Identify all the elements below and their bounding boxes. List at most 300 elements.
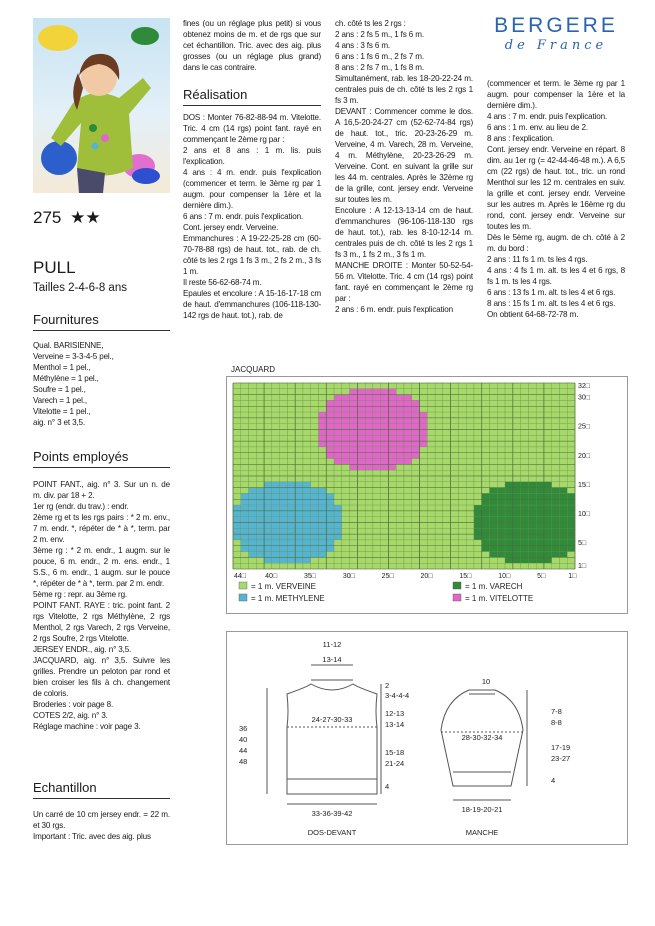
stitch-cell (319, 552, 327, 558)
echantillon-line: Un carré de 10 cm jersey endr. = 22 m. et 30 rgs. (33, 810, 170, 830)
stitch-cell (233, 534, 241, 540)
stitch-cell (474, 389, 482, 395)
stitch-cell (466, 552, 474, 558)
stitch-cell (443, 430, 451, 436)
height-label: 40 (239, 735, 248, 744)
stitch-cell (536, 418, 544, 424)
stitch-cell (427, 505, 435, 511)
stitch-cell (249, 412, 257, 418)
stitch-cell (513, 552, 521, 558)
stitch-cell (474, 482, 482, 488)
stitch-cell (466, 412, 474, 418)
stitch-cell (528, 476, 536, 482)
stitch-cell (404, 435, 412, 441)
stitch-cell (552, 528, 560, 534)
stitch-cell (365, 563, 373, 569)
stitch-cell (357, 505, 365, 511)
stitch-cell (280, 430, 288, 436)
stitch-cell (505, 563, 513, 569)
stitch-cell (381, 493, 389, 499)
stitch-cell (443, 499, 451, 505)
stitch-cell (287, 493, 295, 499)
stitch-cell (272, 552, 280, 558)
stitch-cell (295, 482, 303, 488)
stitch-cell (544, 499, 552, 505)
stitch-cell (241, 447, 249, 453)
stitch-cell (513, 470, 521, 476)
points-list (33, 479, 170, 732)
stitch-cell (280, 563, 288, 569)
stitch-cell (544, 395, 552, 401)
stitch-cell (513, 511, 521, 517)
stitch-cell (466, 418, 474, 424)
stitch-cell (357, 534, 365, 540)
stitch-cell (233, 459, 241, 465)
stitch-cell (241, 540, 249, 546)
stitch-cell (342, 400, 350, 406)
stitch-cell (388, 389, 396, 395)
stitch-cell (357, 476, 365, 482)
difficulty-stars: ★★ (70, 208, 101, 227)
stitch-cell (451, 412, 459, 418)
stitch-cell (272, 400, 280, 406)
stitch-cell (319, 412, 327, 418)
stitch-cell (451, 499, 459, 505)
devant-column (335, 18, 473, 315)
stitch-cell (466, 395, 474, 401)
stitch-cell (388, 557, 396, 563)
stitch-cell (528, 459, 536, 465)
stitch-cell (280, 534, 288, 540)
stitch-cell (319, 482, 327, 488)
stitch-cell (559, 505, 567, 511)
stitch-cell (559, 488, 567, 494)
stitch-cell (451, 447, 459, 453)
stitch-cell (326, 424, 334, 430)
front-caption: DOS-DEVANT (307, 828, 357, 837)
stitch-cell (420, 464, 428, 470)
stitch-cell (536, 517, 544, 523)
stitch-cell (451, 552, 459, 558)
stitch-cell (544, 493, 552, 499)
stitch-cell (357, 395, 365, 401)
stitch-cell (497, 493, 505, 499)
fournitures-heading: Fournitures (33, 312, 99, 327)
stitch-cell (381, 395, 389, 401)
stitch-cell (490, 453, 498, 459)
stitch-cell (458, 430, 466, 436)
stitch-cell (404, 464, 412, 470)
stitch-cell (474, 435, 482, 441)
stitch-cell (513, 505, 521, 511)
stitch-cell (544, 418, 552, 424)
stitch-cell (497, 441, 505, 447)
stitch-cell (326, 540, 334, 546)
stitch-cell (365, 430, 373, 436)
stitch-cell (474, 517, 482, 523)
stitch-cell (350, 517, 358, 523)
stitch-cell (435, 517, 443, 523)
stitch-cell (334, 557, 342, 563)
stitch-cell (272, 389, 280, 395)
stitch-cell (319, 534, 327, 540)
stitch-cell (342, 447, 350, 453)
stitch-cell (443, 534, 451, 540)
stitch-cell (381, 488, 389, 494)
stitch-cell (559, 395, 567, 401)
stitch-cell (241, 453, 249, 459)
stitch-cell (280, 493, 288, 499)
stitch-cell (528, 482, 536, 488)
stitch-cell (357, 464, 365, 470)
legend-swatch (453, 594, 461, 601)
stitch-cell (505, 534, 513, 540)
stitch-cell (544, 482, 552, 488)
stitch-cell (420, 424, 428, 430)
stitch-cell (319, 447, 327, 453)
stitch-cell (357, 400, 365, 406)
stitch-cell (334, 528, 342, 534)
stitch-cell (233, 383, 241, 389)
stitch-cell (303, 470, 311, 476)
stitch-cell (388, 395, 396, 401)
stitch-cell (388, 464, 396, 470)
stitch-cell (521, 557, 529, 563)
stitch-cell (396, 505, 404, 511)
instruction-line: 4 ans : 4 m. endr. puis l'explication (commencer et term. le 3ème rg par 1 augm. pour compenser la 1ère et la dernière dim.). (183, 168, 321, 210)
stitch-cell (482, 488, 490, 494)
stitch-cell (427, 493, 435, 499)
stitch-cell (474, 470, 482, 476)
stitch-cell (350, 476, 358, 482)
stitch-cell (505, 557, 513, 563)
stitch-cell (536, 528, 544, 534)
stitch-cell (381, 528, 389, 534)
stitch-cell (334, 447, 342, 453)
stitch-cell (241, 464, 249, 470)
stitch-cell (295, 552, 303, 558)
stitch-cell (427, 395, 435, 401)
stitch-cell (342, 540, 350, 546)
front-right-label: 2 (385, 681, 390, 690)
stitch-cell (536, 435, 544, 441)
stitch-cell (497, 447, 505, 453)
stitch-cell (311, 488, 319, 494)
stitch-cell (396, 412, 404, 418)
stitch-cell (435, 511, 443, 517)
stitch-cell (295, 453, 303, 459)
stitch-cell (427, 534, 435, 540)
stitch-cell (342, 511, 350, 517)
stitch-cell (513, 459, 521, 465)
stitch-cell (272, 546, 280, 552)
stitch-cell (497, 517, 505, 523)
stitch-cell (521, 453, 529, 459)
y-tick-label: 15□ (578, 481, 591, 489)
instruction-line: On obtient 64-68-72-78 m. (487, 310, 579, 319)
stitch-cell (521, 523, 529, 529)
stitch-cell (528, 383, 536, 389)
stitch-cell (388, 499, 396, 505)
stitch-cell (536, 383, 544, 389)
stitch-cell (466, 546, 474, 552)
stitch-cell (342, 418, 350, 424)
stitch-cell (365, 546, 373, 552)
stitch-cell (295, 540, 303, 546)
stitch-cell (466, 430, 474, 436)
stitch-cell (388, 470, 396, 476)
stitch-cell (388, 546, 396, 552)
stitch-cell (412, 464, 420, 470)
stitch-cell (319, 511, 327, 517)
stitch-cell (521, 412, 529, 418)
stitch-cell (233, 453, 241, 459)
stitch-cell (420, 476, 428, 482)
points-line: Broderies : voir page 8. (33, 700, 114, 709)
stitch-cell (559, 447, 567, 453)
stitch-cell (295, 511, 303, 517)
stitch-cell (350, 418, 358, 424)
stitch-cell (521, 499, 529, 505)
stitch-cell (365, 424, 373, 430)
stitch-cell (256, 430, 264, 436)
stitch-cell (490, 476, 498, 482)
stitch-cell (435, 546, 443, 552)
stitch-cell (373, 488, 381, 494)
stitch-cell (567, 511, 575, 517)
stitch-cell (396, 418, 404, 424)
stitch-cell (544, 453, 552, 459)
stitch-cell (350, 482, 358, 488)
stitch-cell (443, 511, 451, 517)
stitch-cell (303, 464, 311, 470)
stitch-cell (396, 552, 404, 558)
stitch-cell (373, 430, 381, 436)
intro-paragraph: fines (ou un réglage plus petit) si vous obtenez moins de m. et de rgs que sur cet échantillon. Tric. avec des aig. plus grosses (ou un réglage plus grand) dans le cas contraire. (183, 19, 321, 72)
stitch-cell (420, 546, 428, 552)
child-illustration (33, 18, 170, 193)
sleeve-right-label: 23-27 (551, 754, 571, 763)
stitch-cell (241, 459, 249, 465)
stitch-cell (241, 441, 249, 447)
stitch-cell (396, 441, 404, 447)
stitch-cell (272, 534, 280, 540)
stitch-cell (490, 505, 498, 511)
stitch-cell (552, 546, 560, 552)
stitch-cell (404, 400, 412, 406)
x-tick-label: 15□ (459, 573, 472, 580)
stitch-cell (249, 552, 257, 558)
stitch-cell (505, 464, 513, 470)
stitch-cell (451, 540, 459, 546)
x-tick-label: 1□ (568, 573, 577, 580)
stitch-cell (482, 470, 490, 476)
stitch-cell (319, 499, 327, 505)
stitch-cell (256, 546, 264, 552)
stitch-cell (474, 424, 482, 430)
stitch-cell (513, 488, 521, 494)
stitch-cell (326, 552, 334, 558)
stitch-cell (342, 383, 350, 389)
stitch-cell (513, 464, 521, 470)
stitch-cell (319, 505, 327, 511)
stitch-cell (412, 424, 420, 430)
stitch-cell (256, 488, 264, 494)
stitch-cell (396, 424, 404, 430)
stitch-cell (559, 459, 567, 465)
stitch-cell (505, 546, 513, 552)
stitch-cell (567, 482, 575, 488)
stitch-cell (482, 389, 490, 395)
stitch-cell (241, 395, 249, 401)
stitch-cell (482, 546, 490, 552)
stitch-cell (280, 389, 288, 395)
instruction-line: Cont. jersey endr. Verveine. (183, 223, 279, 232)
x-tick-label: 25□ (381, 573, 394, 580)
stitch-cell (435, 534, 443, 540)
stitch-cell (264, 488, 272, 494)
stitch-cell (435, 557, 443, 563)
stitch-cell (552, 552, 560, 558)
stitch-cell (350, 534, 358, 540)
stitch-cell (559, 435, 567, 441)
stitch-cell (521, 383, 529, 389)
stitch-cell (357, 511, 365, 517)
stitch-cell (435, 464, 443, 470)
stitch-cell (365, 389, 373, 395)
y-tick-label: 25□ (578, 423, 591, 431)
stitch-cell (334, 540, 342, 546)
stitch-cell (357, 389, 365, 395)
stitch-cell (319, 400, 327, 406)
stitch-cell (365, 412, 373, 418)
stitch-cell (319, 406, 327, 412)
stitch-cell (505, 493, 513, 499)
stitch-cell (334, 499, 342, 505)
stitch-cell (443, 488, 451, 494)
stitch-cell (482, 459, 490, 465)
pattern-header (33, 208, 101, 228)
stitch-cell (490, 447, 498, 453)
stitch-cell (303, 563, 311, 569)
points-line: 1er rg (endr. du trav.) : endr. (33, 502, 129, 511)
toy-ball-yellow (38, 25, 78, 51)
stitch-cell (311, 552, 319, 558)
stitch-cell (458, 528, 466, 534)
stitch-cell (272, 464, 280, 470)
stitch-cell (311, 418, 319, 424)
instruction-line: 8 ans : 2 fs 7 m., 1 fs 8 m. (335, 63, 424, 72)
stitch-cell (404, 447, 412, 453)
stitch-cell (490, 482, 498, 488)
instruction-line: (commencer et term. le 3ème rg par 1 augm. pour compenser la 1ère et la dernière dim.). (487, 79, 625, 110)
stitch-cell (311, 424, 319, 430)
instruction-line: 6 ans : 13 fs 1 m. alt. ts les 4 et 6 rgs. (487, 288, 616, 297)
stitch-cell (342, 505, 350, 511)
stitch-cell (303, 389, 311, 395)
y-tick-label: 1□ (578, 563, 587, 571)
stitch-cell (334, 534, 342, 540)
stitch-cell (381, 499, 389, 505)
stitch-cell (287, 395, 295, 401)
stitch-cell (513, 534, 521, 540)
stitch-cell (451, 430, 459, 436)
stitch-cell (552, 493, 560, 499)
stitch-cell (326, 546, 334, 552)
stitch-cell (396, 383, 404, 389)
stitch-cell (272, 476, 280, 482)
stitch-cell (249, 430, 257, 436)
stitch-cell (497, 528, 505, 534)
stitch-cell (544, 552, 552, 558)
stitch-cell (559, 424, 567, 430)
stitch-cell (497, 563, 505, 569)
stitch-cell (334, 430, 342, 436)
stitch-cell (521, 511, 529, 517)
stitch-cell (505, 528, 513, 534)
stitch-cell (420, 523, 428, 529)
stitch-cell (264, 540, 272, 546)
stitch-cell (404, 459, 412, 465)
stitch-cell (303, 505, 311, 511)
stitch-cell (536, 546, 544, 552)
stitch-cell (490, 540, 498, 546)
stitch-cell (544, 528, 552, 534)
stitch-cell (466, 389, 474, 395)
sleeve-top-label: 10 (481, 677, 491, 686)
stitch-cell (490, 459, 498, 465)
stitch-cell (528, 523, 536, 529)
stitch-cell (567, 435, 575, 441)
stitch-cell (311, 453, 319, 459)
stitch-cell (559, 453, 567, 459)
stitch-cell (249, 400, 257, 406)
stitch-cell (544, 557, 552, 563)
stitch-cell (427, 482, 435, 488)
stitch-cell (334, 435, 342, 441)
stitch-cell (303, 493, 311, 499)
stitch-cell (404, 557, 412, 563)
stitch-cell (373, 395, 381, 401)
stitch-cell (544, 563, 552, 569)
stitch-cell (427, 383, 435, 389)
stitch-cell (528, 435, 536, 441)
stitch-cell (264, 383, 272, 389)
stitch-cell (357, 418, 365, 424)
stitch-cell (567, 464, 575, 470)
stitch-cell (272, 453, 280, 459)
stitch-cell (458, 546, 466, 552)
stitch-cell (458, 464, 466, 470)
stitch-cell (513, 482, 521, 488)
stitch-cell (342, 453, 350, 459)
stitch-cell (482, 511, 490, 517)
stitch-cell (295, 563, 303, 569)
front-right-label: 3-4-4-4 (385, 691, 410, 700)
stitch-cell (365, 511, 373, 517)
stitch-cell (334, 476, 342, 482)
stitch-cell (513, 400, 521, 406)
stitch-cell (567, 493, 575, 499)
stitch-cell (249, 493, 257, 499)
stitch-cell (497, 499, 505, 505)
stitch-cell (528, 447, 536, 453)
stitch-cell (388, 511, 396, 517)
stitch-cell (528, 488, 536, 494)
stitch-cell (451, 383, 459, 389)
stitch-cell (458, 488, 466, 494)
stitch-cell (326, 383, 334, 389)
